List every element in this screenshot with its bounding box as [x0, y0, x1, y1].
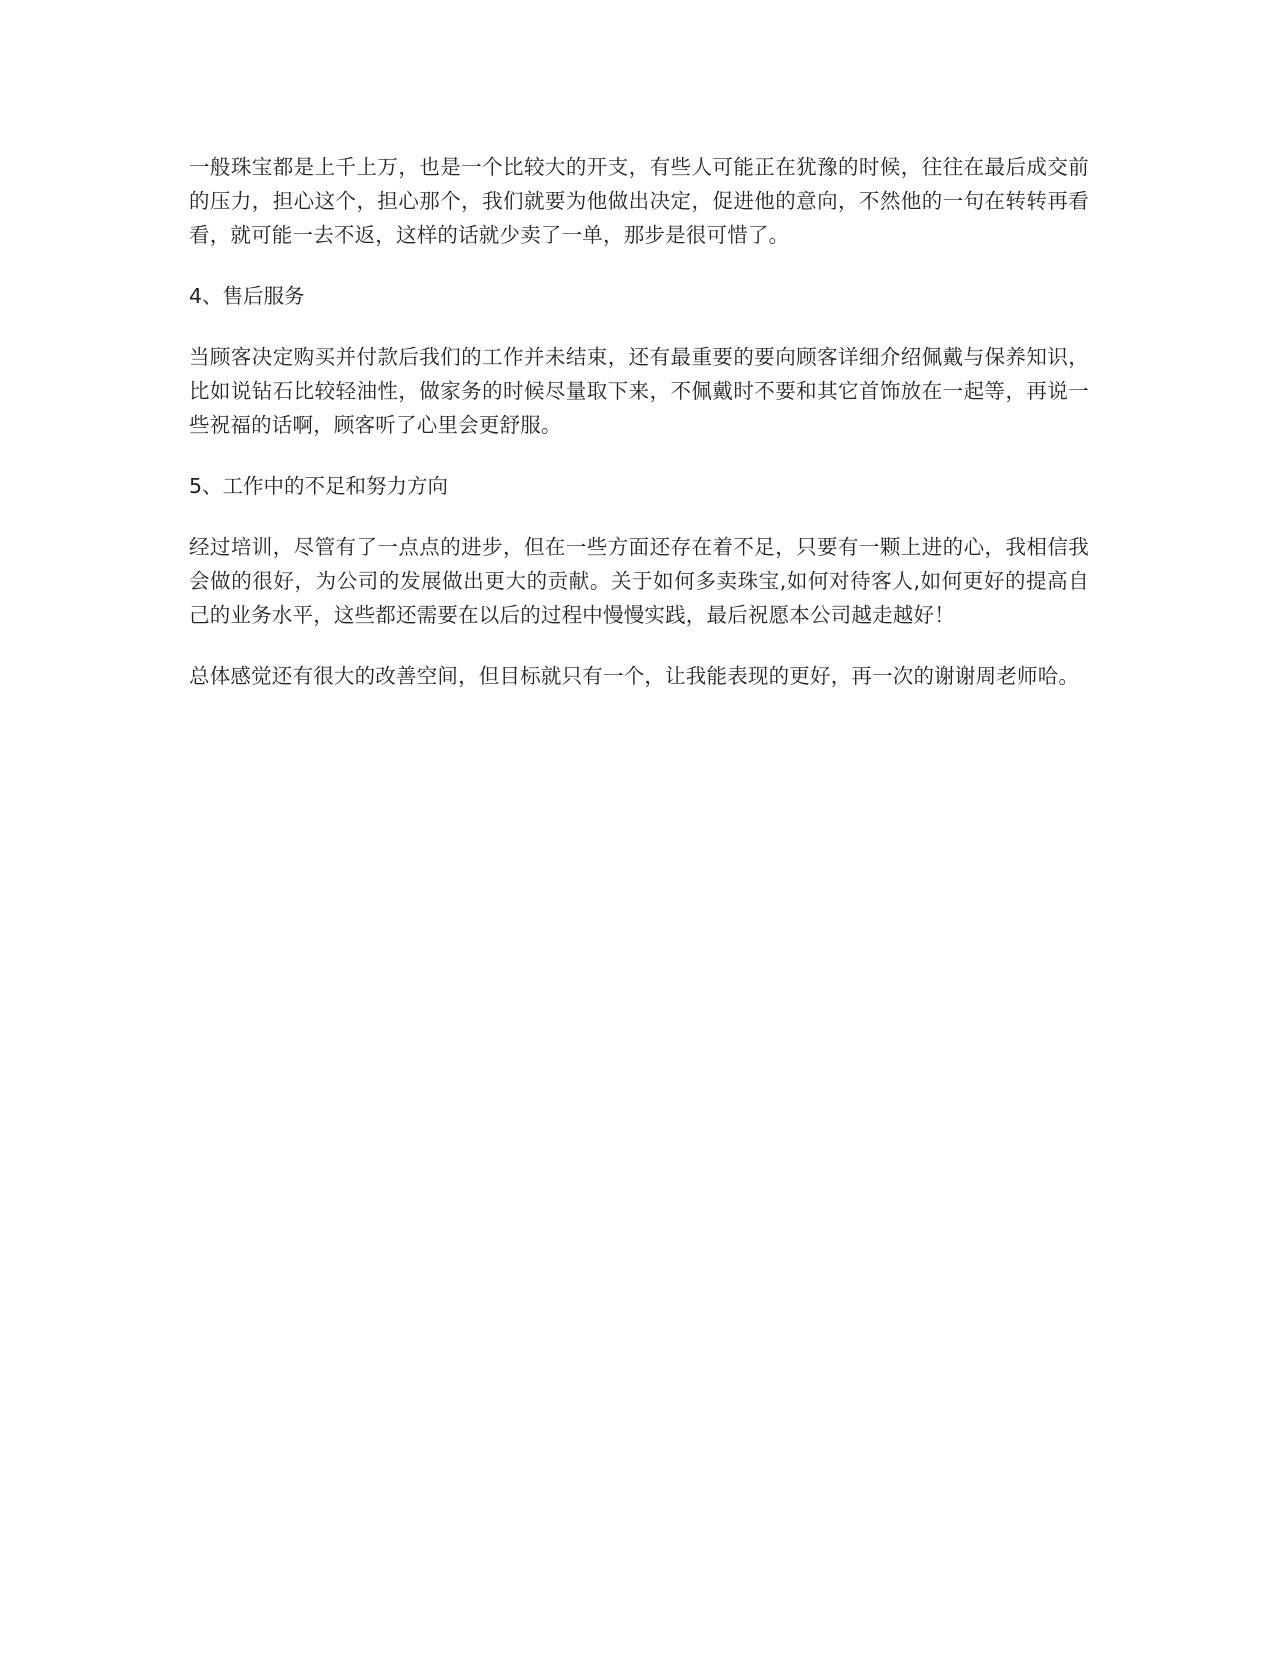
paragraph-closing-sale: 一般珠宝都是上千上万，也是一个比较大的开支，有些人可能正在犹豫的时候，往往在最后成交前的压力，担心这个，担心那个，我们就要为他做出决定，促进他的意向，不然他的一句在转转再看看，就可能一去不返，这样的话就少卖了一单，那步是很可惜了。: [189, 155, 1089, 247]
paragraph-improvement: 经过培训，尽管有了一点点的进步，但在一些方面还存在着不足，只要有一颗上进的心，我相信我会做的很好，为公司的发展做出更大的贡献。关于如何多卖珠宝,如何对待客人,如何更好的提高自己的业务水平，这些都还需要在以后的过程中慢慢实践，最后祝愿本公司越走越好！: [189, 535, 1089, 627]
heading-shortcomings: 5、工作中的不足和努力方向: [189, 474, 449, 498]
heading-after-sales-service: 4、售后服务: [189, 284, 305, 308]
document-page: [189, 150, 1089, 720]
paragraph-after-sales: 当顾客决定购买并付款后我们的工作并未结束，还有最重要的要向顾客详细介绍佩戴与保养知识，比如说钻石比较轻油性，做家务的时候尽量取下来，不佩戴时不要和其它首饰放在一起等，再说一些祝福的话啊，顾客听了心里会更舒服。: [189, 345, 1089, 437]
paragraph-summary: 总体感觉还有很大的改善空间，但目标就只有一个，让我能表现的更好，再一次的谢谢周老师哈。: [189, 664, 1080, 688]
